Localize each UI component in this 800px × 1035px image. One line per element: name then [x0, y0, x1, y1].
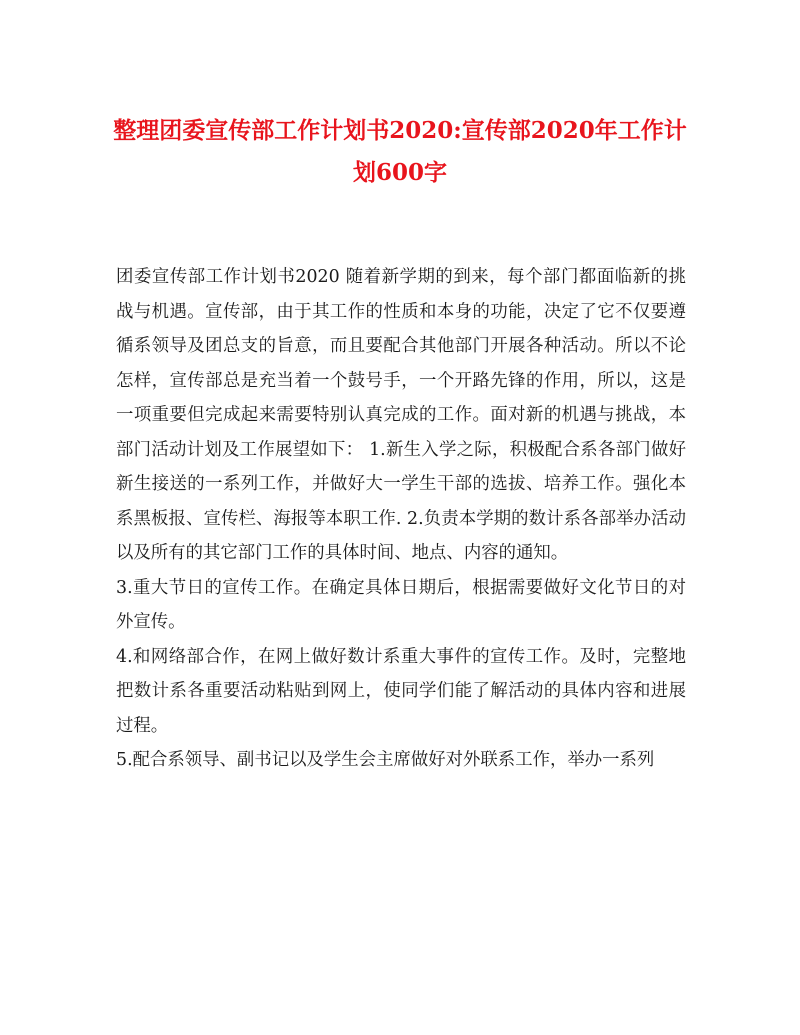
paragraph-item-4: 4.和网络部合作，在网上做好数计系重大事件的宣传工作。及时，完整地把数计系各重要活动粘贴到网上，使同学们能了解活动的具体内容和进展过程。 [116, 646, 686, 736]
paragraph-intro: 团委宣传部工作计划书2020 随着新学期的到来，每个部门都面临新的挑战与机遇。宣传部，由于其工作的性质和本身的功能，决定了它不仅要遵循系领导及团总支的旨意，而且要配合其他部门开展各种活动。所以不论怎样，宣传部总是充当着一个鼓号手，一个开路先锋的作用，所以，这是一项重要但完成起来需要特别认真完成的工作。面对新的机遇与挑战，本部门活动计划及工作展望如下： 1.新生入学之际，积极配合系各部门做好新生接送的一系列工作，并做好大一学生干部的选拔、培养工作。强化本系黑板报、宣传栏、海报等本职工作. 2.负责本学期的数计系各部举办活动以及所有的其它部门工作的具体时间、地点、内容的通知。 [116, 267, 686, 563]
document-body [116, 260, 686, 778]
document-title: 整理团委宣传部工作计划书2020:宣传部2020年工作计划600字 [113, 117, 687, 186]
paragraph-item-3: 3.重大节日的宣传工作。在确定具体日期后，根据需要做好文化节日的对外宣传。 [116, 577, 686, 632]
paragraph-item-5: 5.配合系领导、副书记以及学生会主席做好对外联系工作，举办一系列 [116, 750, 655, 770]
